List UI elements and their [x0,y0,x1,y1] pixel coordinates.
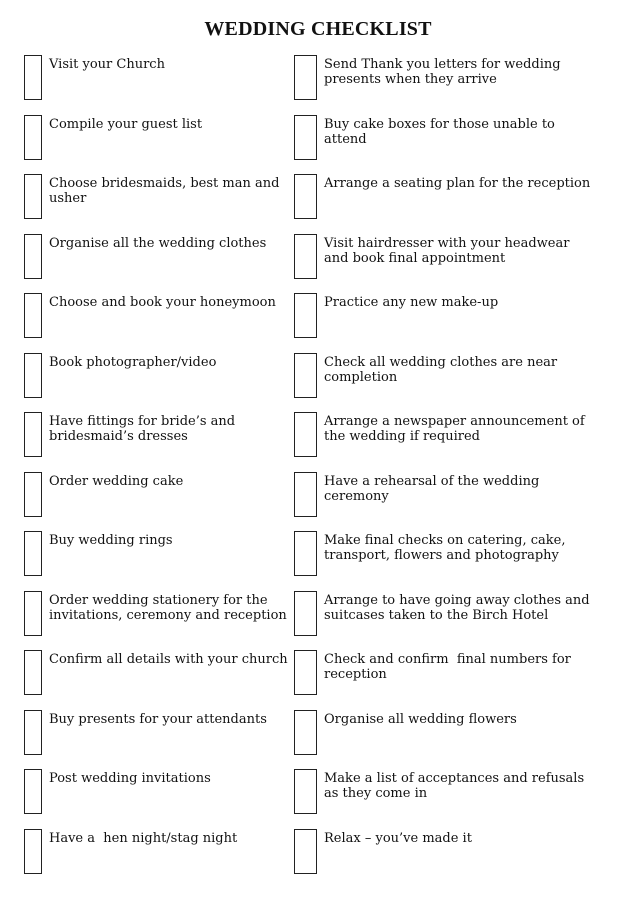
checklist-item-label: Make final checks on catering, cake, transport, flowers and photography [324,533,570,563]
checkbox[interactable] [294,174,317,219]
checklist-item [24,55,294,115]
checklist-item [24,531,294,591]
checklist-item-label: Buy cake boxes for those unable to attend [324,116,560,147]
checklist-item-label: Have a hen night/stag night [49,830,238,846]
page-title: WEDDING CHECKLIST [204,18,432,40]
checklist-item-label: Post wedding invitations [49,771,211,786]
checklist-item [294,769,594,829]
checkbox[interactable] [294,353,317,398]
checkbox[interactable] [24,174,42,219]
checkbox[interactable] [294,115,317,160]
checklist-item [294,293,594,353]
checklist-item [294,710,594,770]
checklist-item-label: Choose bridesmaids, best man and usher [49,176,284,206]
checklist-item [294,472,594,532]
checklist-item [294,174,594,234]
checkbox[interactable] [294,412,317,457]
checklist-item-label: Visit your Church [49,57,165,72]
checklist-item-label: Check all wedding clothes are near completion [324,354,562,385]
checkbox[interactable] [24,293,42,338]
checkbox[interactable] [24,531,42,576]
checklist-item [24,769,294,829]
checklist-item [294,650,594,710]
checklist-item-label: Arrange a newspaper announcement of the wedding if required [324,414,589,444]
checklist-item [294,115,594,175]
checklist-right-column [294,55,594,888]
checklist-item-label: Make a list of acceptances and refusals as they come in [324,771,589,801]
checklist-item [24,591,294,651]
checkbox[interactable] [24,650,42,695]
checklist-item-label: Send Thank you letters for wedding presents when they arrive [324,57,565,87]
checklist-item-label: Book photographer/video [49,354,217,370]
checklist-item [24,353,294,413]
checkbox[interactable] [294,591,317,636]
checkbox[interactable] [294,769,317,814]
checkbox[interactable] [24,115,42,160]
checklist-item-label: Check and confirm final numbers for reception [324,652,576,682]
checklist-item [24,293,294,353]
checkbox[interactable] [24,710,42,755]
checkbox[interactable] [24,591,42,636]
checklist-item [24,829,294,889]
checkbox[interactable] [24,472,42,517]
checkbox[interactable] [24,769,42,814]
checkbox[interactable] [24,353,42,398]
checkbox[interactable] [294,650,317,695]
checklist-item-label: Have a rehearsal of the wedding ceremony [324,473,544,504]
checklist-item [294,591,594,651]
checkbox[interactable] [294,531,317,576]
checklist-item-label: Order wedding stationery for the invitations, ceremony and reception [49,592,287,623]
checkbox[interactable] [294,829,317,874]
checkbox[interactable] [294,234,317,279]
checklist-item-label: Relax – you’ve made it [324,830,472,846]
checklist-item [24,174,294,234]
checklist-item [24,650,294,710]
checklist-item-label: Arrange to have going away clothes and suitcases taken to the Birch Hotel [324,592,594,623]
checklist-item-label: Compile your guest list [49,116,203,132]
checklist-item [24,115,294,175]
checklist-left-column [24,55,294,888]
checklist-item [24,472,294,532]
checklist-item-label: Visit hairdresser with your headwear and book final appointment [324,235,574,266]
checklist-item [294,353,594,413]
checkbox[interactable] [24,829,42,874]
checklist-item [294,531,594,591]
checklist-item [24,710,294,770]
checklist-item-label: Arrange a seating plan for the reception [324,176,591,191]
checklist-item [294,412,594,472]
checklist-item-label: Choose and book your honeymoon [49,295,276,310]
checkbox[interactable] [24,234,42,279]
checkbox[interactable] [294,55,317,100]
checkbox[interactable] [294,293,317,338]
checkbox[interactable] [294,472,317,517]
checklist-item-label: Confirm all details with your church [49,652,288,667]
checklist-item [294,234,594,294]
checklist-item-label: Order wedding cake [49,473,184,489]
checklist-item [24,412,294,472]
checklist-item-label: Have fittings for bride’s and bridesmaid’s dresses [49,414,240,444]
checklist-item [294,55,594,115]
checkbox[interactable] [294,710,317,755]
checklist-item-label: Organise all the wedding clothes [49,235,267,251]
checklist-item-label: Organise all wedding flowers [324,711,517,727]
checkbox[interactable] [24,412,42,457]
checklist-item [24,234,294,294]
checklist-item-label: Practice any new make-up [324,295,499,310]
checklist-item [294,829,594,889]
checkbox[interactable] [24,55,42,100]
checklist-item-label: Buy presents for your attendants [49,711,267,727]
checklist-item-label: Buy wedding rings [49,533,173,548]
